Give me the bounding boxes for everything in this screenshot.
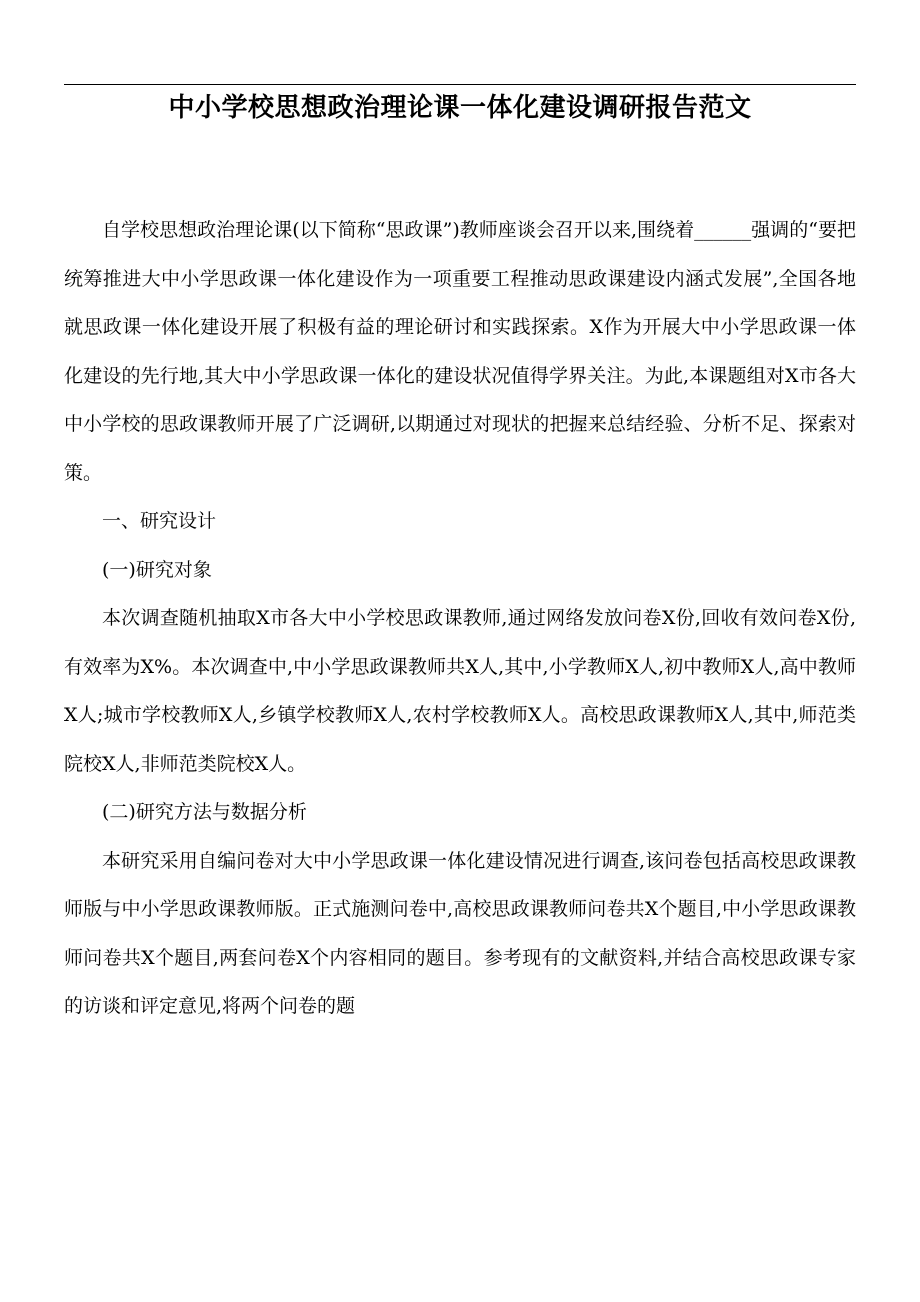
- intro-paragraph: 自学校思想政治理论课(以下简称“思政课”)教师座谈会召开以来,围绕着______强调的“要把统筹推进大中小学思政课一体化建设作为一项重要工程推动思政课建设内涵式发展”,全国各地就思政课一体化建设开展了积极有益的理论研讨和实践探索。X作为开展大中小学思政课一体化建设的先行地,其大中小学思政课一体化的建设状况值得学界关注。为此,本课题组对X市各大中小学校的思政课教师开展了广泛调研,以期通过对现状的把握来总结经验、分析不足、探索对策。: [64, 219, 856, 484]
- research-subjects-paragraph: 本次调查随机抽取X市各大中小学校思政课教师,通过网络发放问卷X份,回收有效问卷X份,有效率为X%。本次调查中,中小学思政课教师共X人,其中,小学教师X人,初中教师X人,高中教师X人;城市学校教师X人,乡镇学校教师X人,农村学校教师X人。高校思政课教师X人,其中,师范类院校X人,非师范类院校X人。: [64, 607, 856, 775]
- subsection-heading-2: (二)研究方法与数据分析: [102, 801, 307, 823]
- document-body: [64, 206, 856, 1031]
- section-heading-1: 一、研究设计: [102, 510, 217, 532]
- research-methods-paragraph: 本研究采用自编问卷对大中小学思政课一体化建设情况进行调查,该问卷包括高校思政课教师版与中小学思政课教师版。正式施测问卷中,高校思政课教师问卷共X个题目,中小学思政课教师问卷共X个题目,两套问卷X个内容相同的题目。参考现有的文献资料,并结合高校思政课专家的访谈和评定意见,将两个问卷的题: [64, 849, 856, 1017]
- header-rule: [64, 84, 856, 85]
- document-title: 中小学校思想政治理论课一体化建设调研报告范文: [168, 93, 752, 123]
- subsection-heading-1: (一)研究对象: [102, 558, 212, 581]
